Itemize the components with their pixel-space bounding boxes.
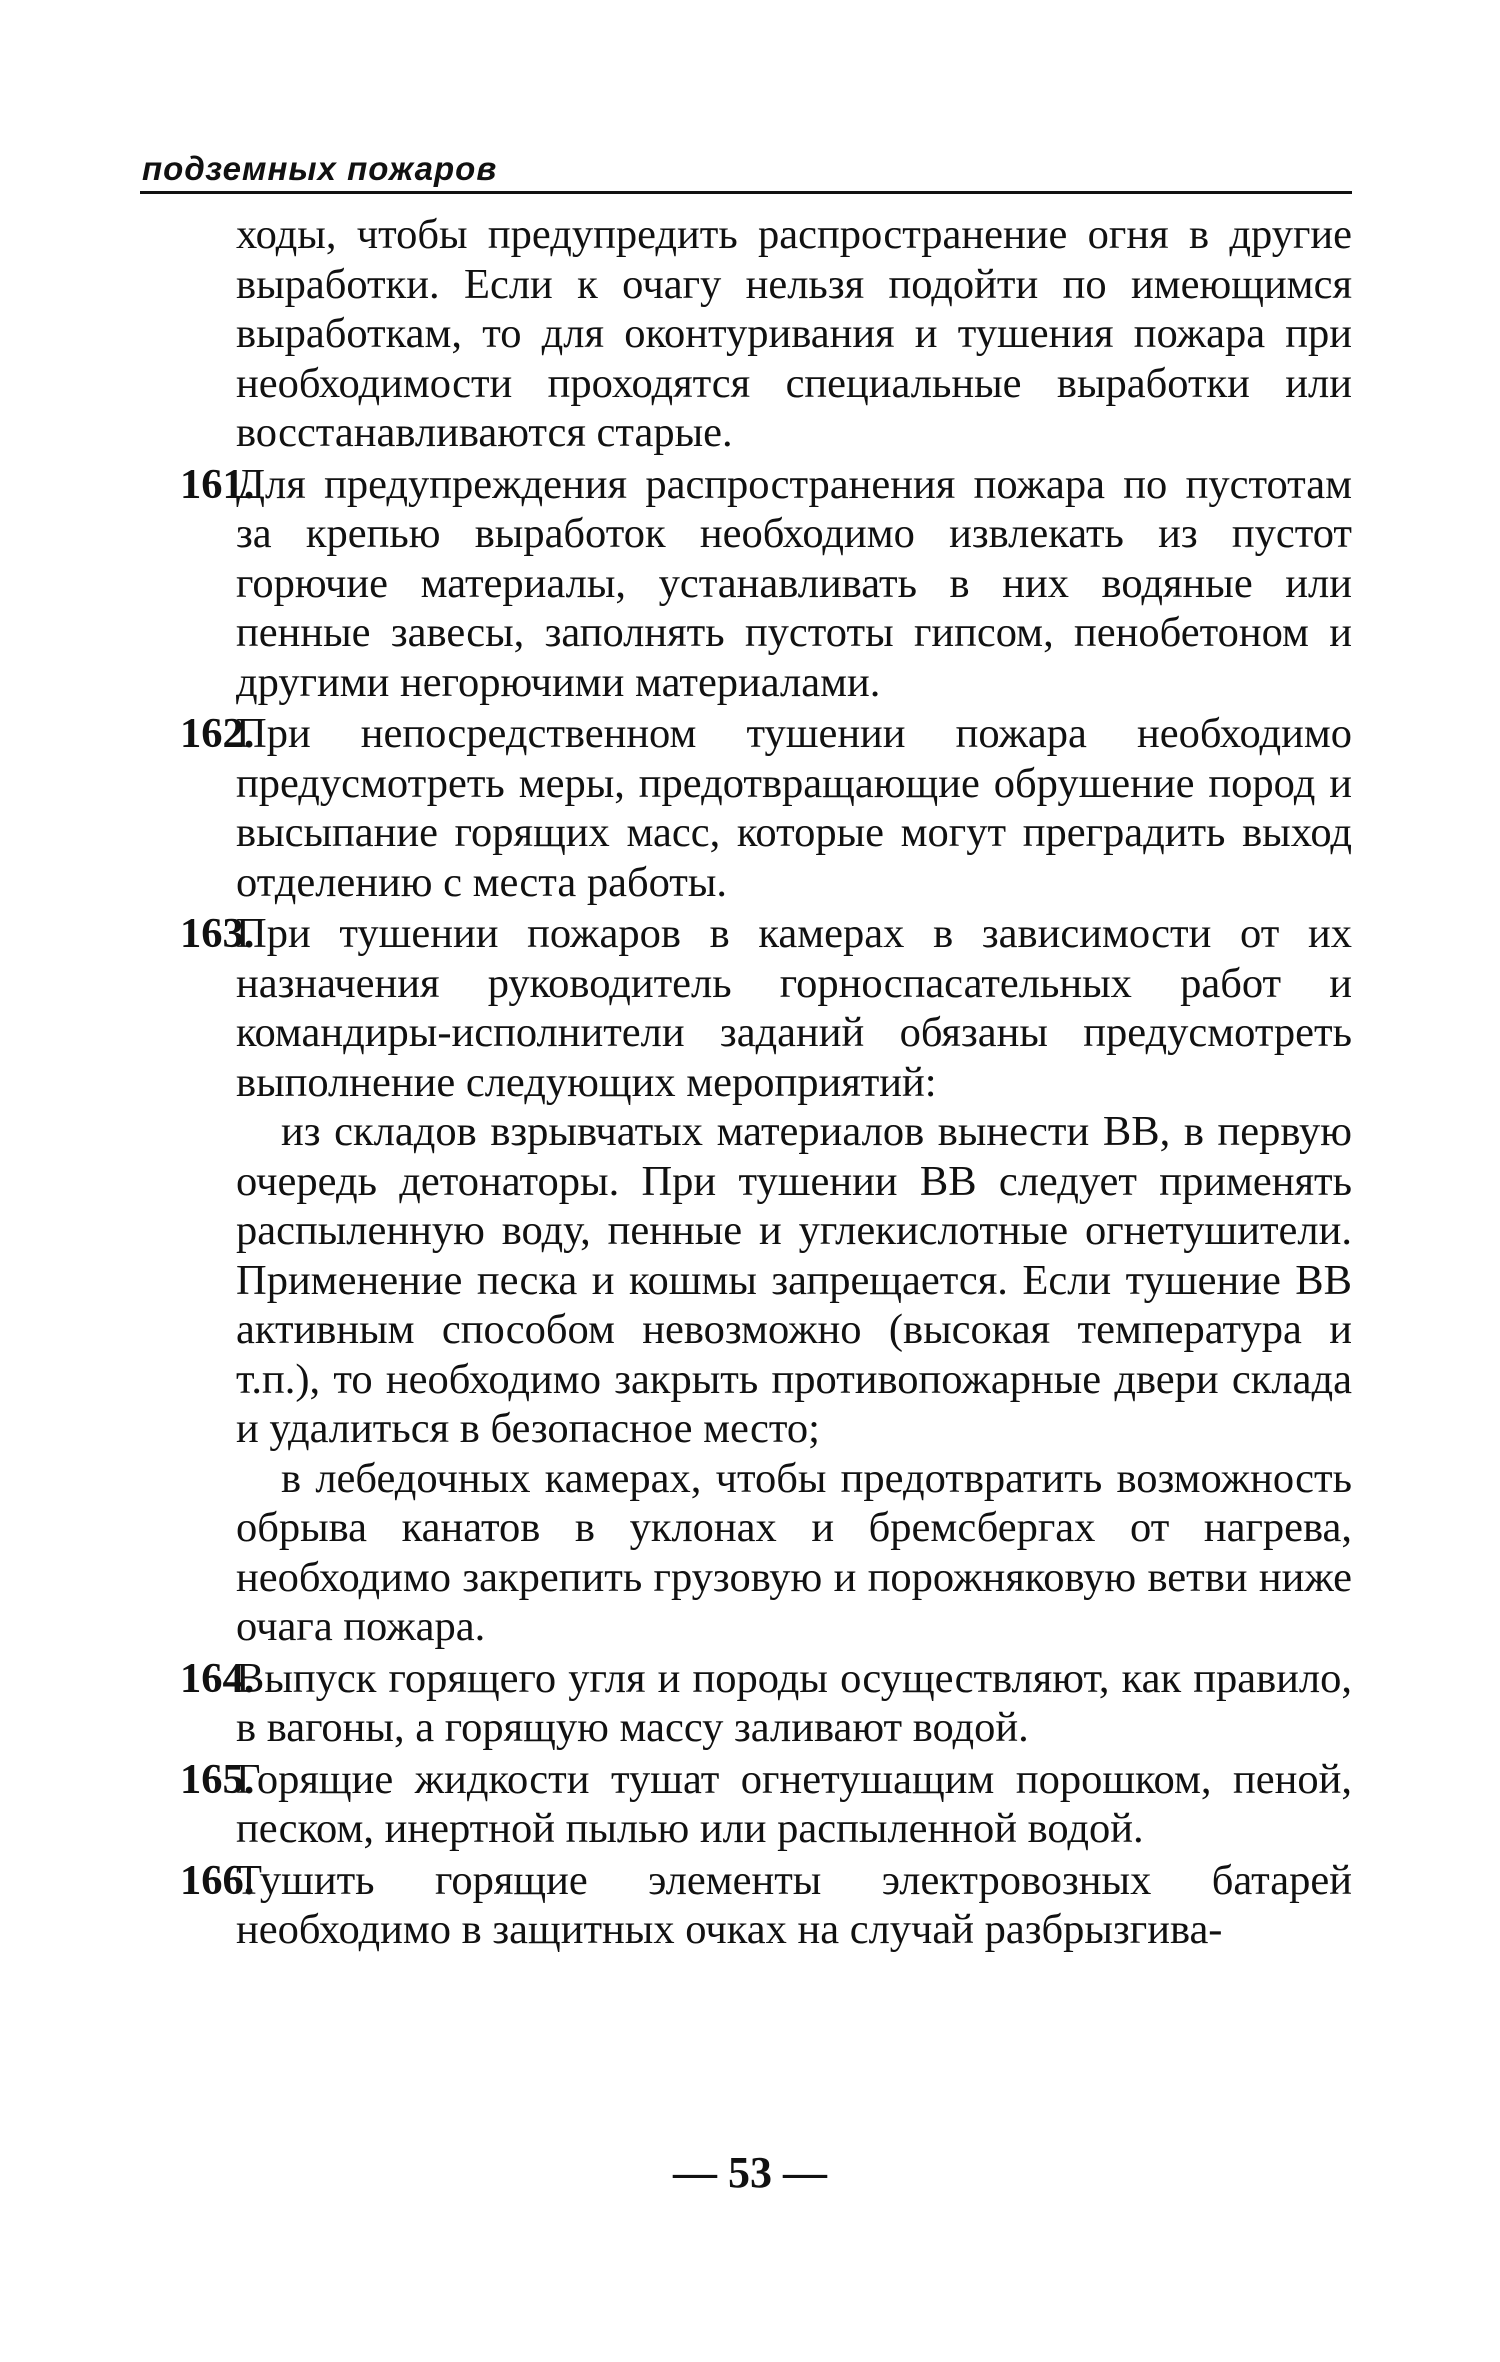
item-text: При непосредственном тушении пожара необходимо предусмотреть меры, предотвращающие обрушение пород и высыпание горящих масс, которые могут преградить выход отделению с места работы. bbox=[236, 710, 1352, 906]
item-text: Горящие жидкости тушат огнетушащим порошком, пеной, песком, инертной пылью или распыленной водой. bbox=[236, 1755, 1352, 1852]
item-text: Тушить горящие элементы электровозных батарей необходимо в защитных очках на случай разбрызгива- bbox=[236, 1856, 1352, 1953]
item-text: Выпуск горящего угля и породы осуществляют, как правило, в вагоны, а горящую массу заливают водой. bbox=[236, 1654, 1352, 1751]
item-number: 166. bbox=[180, 1856, 255, 1904]
item-number: 161. bbox=[180, 460, 255, 508]
page-number: — 53 — bbox=[673, 2148, 827, 2197]
item-165 bbox=[180, 1755, 1352, 1854]
item-number: 165. bbox=[180, 1755, 255, 1803]
item-number: 163. bbox=[180, 910, 255, 957]
item-162 bbox=[180, 709, 1352, 907]
header-rule bbox=[140, 191, 1352, 194]
intro-paragraph: ходы, чтобы предупредить распространение огня в другие выработки. Если к очагу нельзя подойти по имеющимся выработкам, то для оконтуривания и тушения пожара при необходимости проходятся специальные выработки или восстанавливаются старые. bbox=[236, 211, 1352, 456]
item-163 bbox=[180, 909, 1352, 1107]
item-number: 164. bbox=[180, 1654, 255, 1702]
item-164 bbox=[180, 1654, 1352, 1753]
item-number: 162. bbox=[180, 710, 255, 757]
item-text: Для предупреждения распространения пожара по пустотам за крепью выработок необходимо извлекать из пустот горючие материалы, устанавливать в них водяные или пенные завесы, заполнять пустоты гипсом, пенобетоном и другими негорючими материалами. bbox=[236, 460, 1352, 706]
running-head: подземных пожаров bbox=[142, 150, 498, 187]
item-166 bbox=[180, 1856, 1352, 1955]
sub-item-explosives-store: из складов взрывчатых материалов вынести ВВ, в первую очередь детонаторы. При тушении ВВ следует применять распыленную воду, пенные и углекислотные огнетушители. Применение песка и кошмы запрещается. Если тушение ВВ активным способом невозможно (высокая температура и т.п.), то необходимо закрыть противопожарные двери склада и удалиться в безопасное место; bbox=[236, 1108, 1352, 1452]
item-161 bbox=[180, 460, 1352, 708]
item-text: При тушении пожаров в камерах в зависимости от их назначения руководитель горноспасательных работ и командиры-исполнители заданий обязаны предусмотреть выполнение следующих мероприятий: bbox=[236, 910, 1352, 1106]
sub-item-winch-chambers: в лебедочных камерах, чтобы предотвратить возможность обрыва канатов в уклонах и бремсбергах от нагрева, необходимо закрепить грузовую и порожняковую ветви ниже очага пожара. bbox=[236, 1454, 1352, 1650]
page-body bbox=[180, 210, 1352, 1955]
